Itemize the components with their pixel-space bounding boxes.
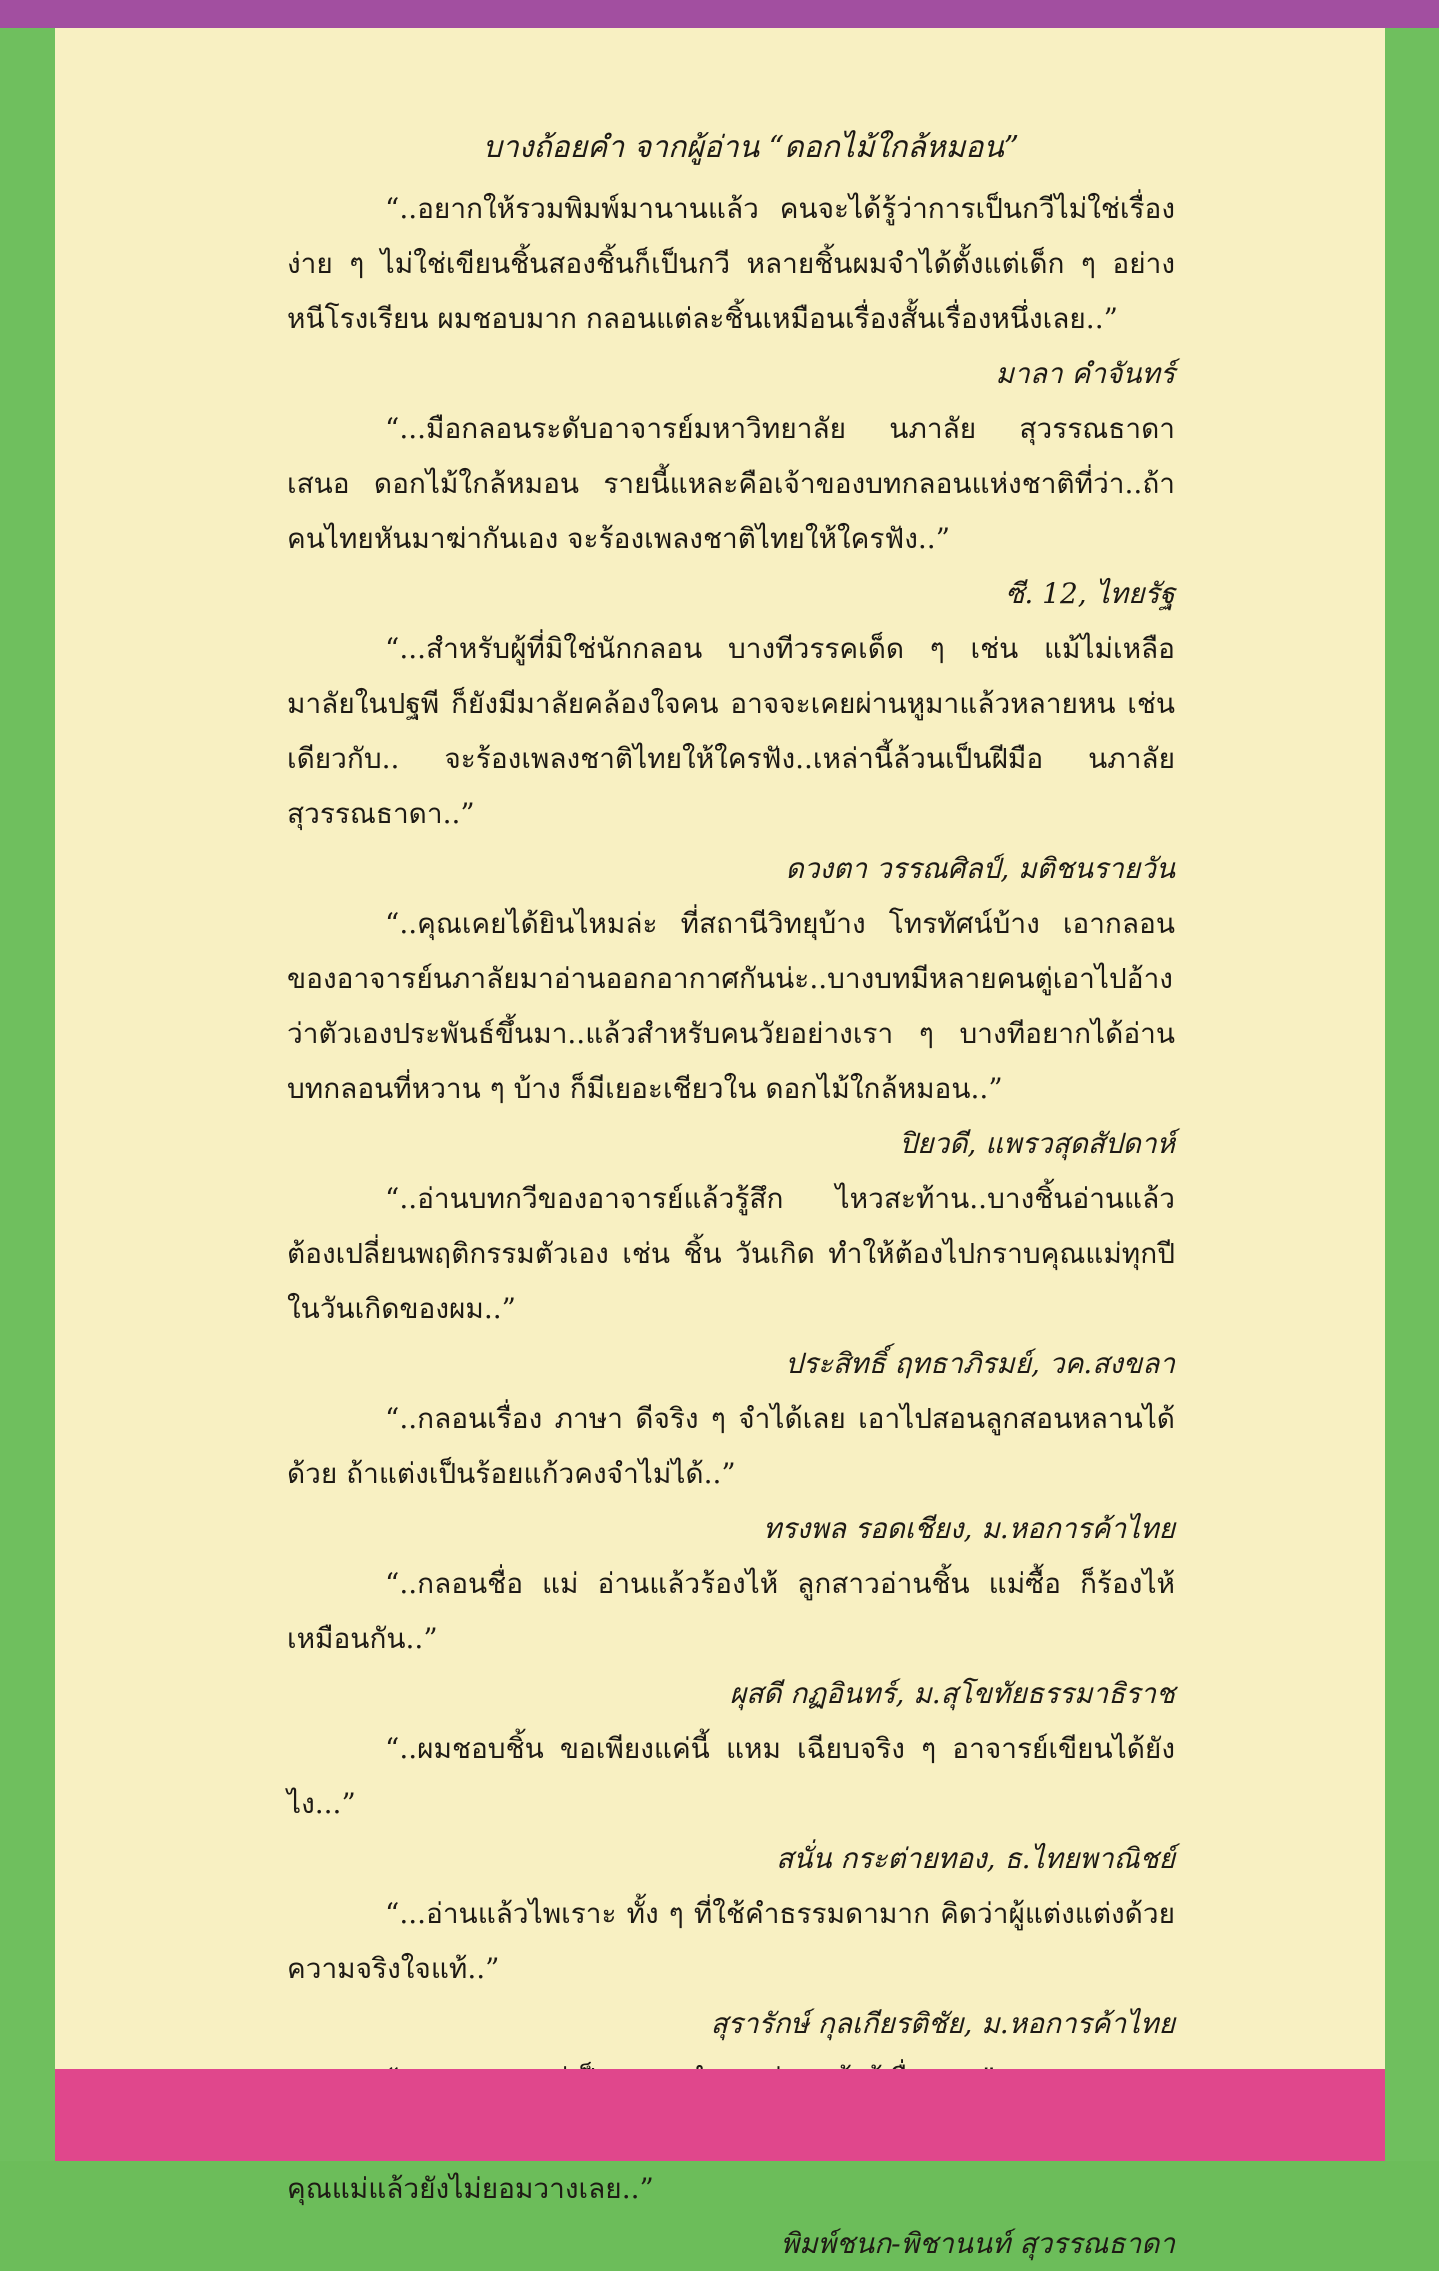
top-color-band (0, 0, 1439, 28)
quote-text: “...อ่านแล้วไพเราะ ทั้ง ๆ ที่ใช้คำธรรมดามาก คิดว่าผู้แต่งแต่งด้วยความจริงใจแท้..” (287, 1897, 1175, 1985)
page-title: บางถ้อยคำ จากผู้อ่าน “ดอกไม้ใกล้หมอน” (482, 130, 1020, 165)
quote-text: “..อ่านบทกวีของอาจารย์แล้วรู้สึก ไหวสะท้าน..บางชิ้นอ่านแล้วต้องเปลี่ยนพฤติกรรมตัวเอง เช่น ชิ้น วันเกิด ทำให้ต้องไปกราบคุณแม่ทุกปีในวันเกิดของผม..” (287, 1182, 1175, 1325)
quote-block (287, 1721, 1175, 1886)
quote-attribution: ซี. 12, ไทยรัฐ (1005, 577, 1175, 610)
quote-text: “..กลอนชื่อ แม่ อ่านแล้วร้องไห้ ลูกสาวอ่านชิ้น แม่ซื้อ ก็ร้องไห้เหมือนกัน..” (287, 1567, 1175, 1655)
quote-attribution: พิมพ์ชนก-พิชานนท์ สุวรรณธาดา (780, 2227, 1175, 2260)
quote-attribution: สนั่น กระต่ายทอง, ธ.ไทยพาณิชย์ (776, 1842, 1175, 1875)
quote-text: คุณแม่แล้วยังไม่ยอมวางเลย..” (287, 2172, 654, 2205)
quote-attribution: ผุสดี กฏอินทร์, ม.สุโขทัยธรรมาธิราช (729, 1677, 1175, 1710)
quote-block (287, 1391, 1175, 1556)
quote-block (287, 896, 1175, 1171)
quote-block (287, 1556, 1175, 1721)
quote-text: “...สำหรับผู้ที่มิใช่นักกลอน บางทีวรรคเด็ด ๆ เช่น แม้ไม่เหลือมาลัยในปฐพี ก็ยังมีมาลัยคล้องใจคน อาจจะเคยผ่านหูมาแล้วหลายหน เช่นเดียวกับ.. จะร้องเพลงชาติไทยให้ใครฟัง..เหล่านี้ล้วนเป็นฝีมือ นภาลัย สุวรรณธาดา..” (287, 632, 1175, 830)
quote-text: “...มือกลอนระดับอาจารย์มหาวิทยาลัย นภาลัย สุวรรณธาดา เสนอ ดอกไม้ใกล้หมอน รายนี้แหละคือเจ้าของบทกลอนแห่งชาติที่ว่า..ถ้าคนไทยหันมาฆ่ากันเอง จะร้องเพลงชาติไทยให้ใครฟัง..” (287, 412, 1175, 555)
quote-block (287, 181, 1175, 401)
text-panel (55, 28, 1385, 2260)
quote-attribution: ดวงตา วรรณศิลป์, มติชนรายวัน (785, 852, 1175, 885)
quote-attribution: ประสิทธิ์ ฤทธาภิรมย์, วค.สงขลา (785, 1347, 1175, 1380)
quote-block (287, 401, 1175, 621)
quote-text: “..อยากให้รวมพิมพ์มานานแล้ว คนจะได้รู้ว่าการเป็นกวีไม่ใช่เรื่องง่าย ๆ ไม่ใช่เขียนชิ้นสองชิ้นก็เป็นกวี หลายชิ้นผมจำได้ตั้งแต่เด็ก ๆ อย่าง หนีโรงเรียน ผมชอบมาก กลอนแต่ละชิ้นเหมือนเรื่องสั้นเรื่องหนึ่งเลย..” (287, 192, 1175, 335)
quote-text: “..คุณเคยได้ยินไหมล่ะ ที่สถานีวิทยุบ้าง โทรทัศน์บ้าง เอากลอนของอาจารย์นภาลัยมาอ่านออกอากาศกันน่ะ..บางบทมีหลายคนตู่เอาไปอ้างว่าตัวเองประพันธ์ขึ้นมา..แล้วสำหรับคนวัยอย่างเรา ๆ บางทีอยากได้อ่านบทกลอนที่หวาน ๆ บ้าง ก็มีเยอะเชียวใน ดอกไม้ใกล้หมอน..” (287, 907, 1175, 1105)
quote-text: “..กลอนเรื่อง ภาษา ดีจริง ๆ จำได้เลย เอาไปสอนลูกสอนหลานได้ด้วย ถ้าแต่งเป็นร้อยแก้วคงจำไม่ได้..” (287, 1402, 1175, 1490)
quote-attribution: สุรารักษ์ กุลเกียรติชัย, ม.หอการค้าไทย (710, 2007, 1175, 2040)
quote-attribution: ทรงพล รอดเชียง, ม.หอการค้าไทย (763, 1512, 1175, 1545)
bottom-color-band (55, 2069, 1385, 2161)
quote-attribution: ปิยวดี, แพรวสุดสัปดาห์ (899, 1127, 1175, 1160)
quote-block (287, 1171, 1175, 1391)
quote-block (287, 621, 1175, 896)
quote-block (287, 1886, 1175, 2051)
quote-attribution: มาลา คำจันทร์ (995, 357, 1175, 390)
quote-text: “..ผมชอบชิ้น ขอเพียงแค่นี้ แหม เฉียบจริง ๆ อาจารย์เขียนได้ยังไง...” (287, 1732, 1175, 1820)
